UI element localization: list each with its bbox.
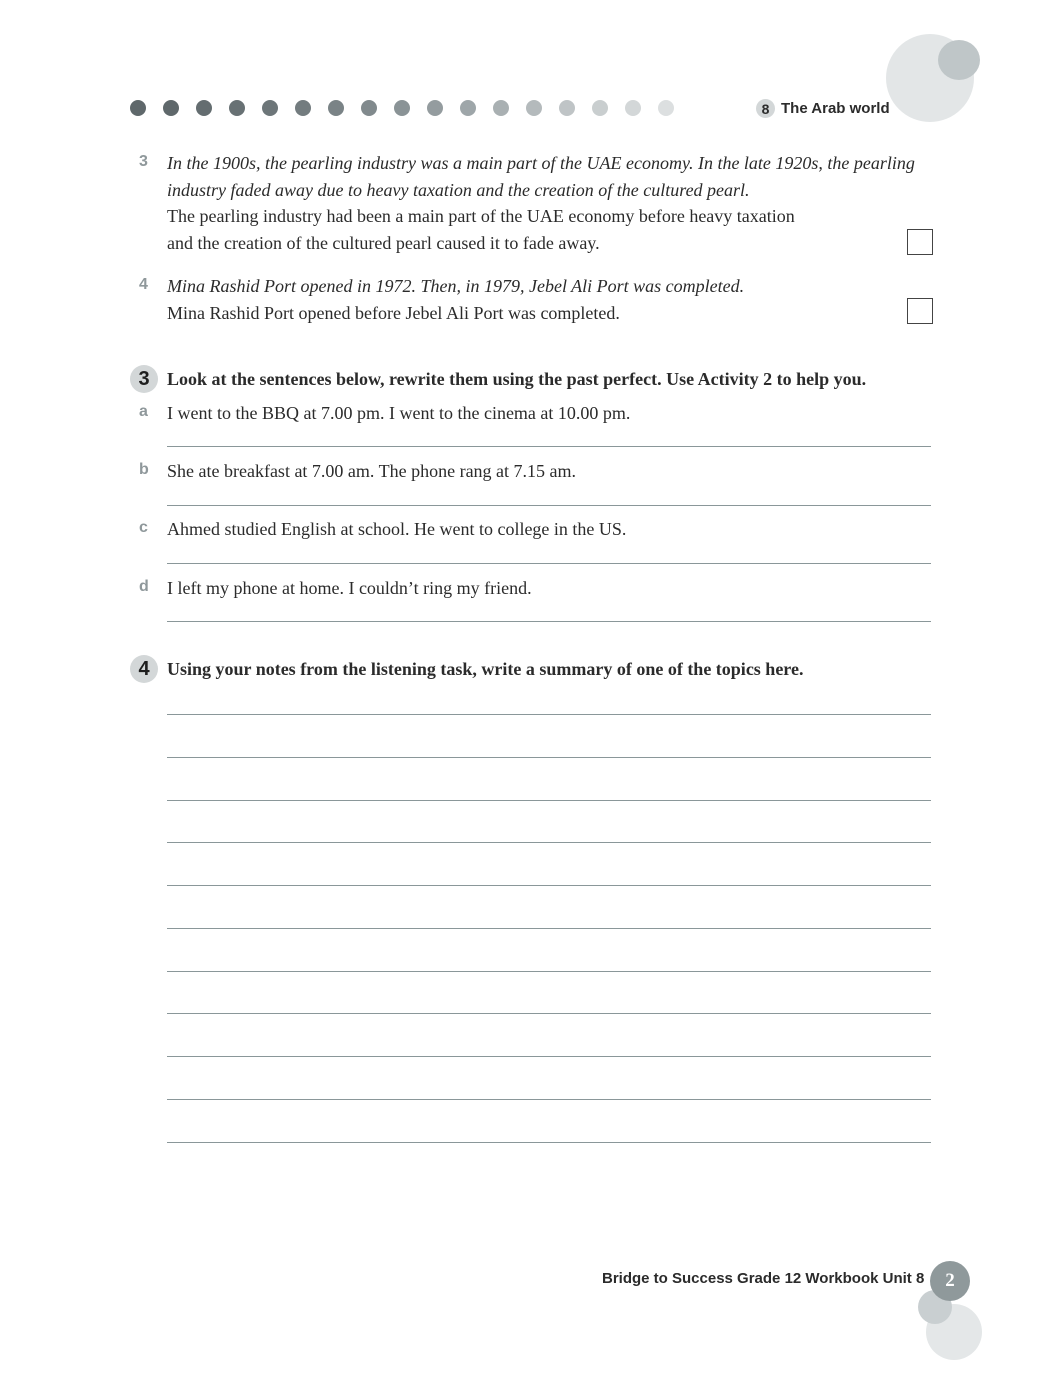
- progress-dot: [361, 100, 377, 116]
- item-letter: d: [139, 578, 149, 595]
- progress-dot: [559, 100, 575, 116]
- page-number: 2: [930, 1261, 970, 1301]
- progress-dot: [262, 100, 278, 116]
- progress-dot: [658, 100, 674, 116]
- answer-line[interactable]: [167, 505, 931, 506]
- activity-instruction: Look at the sentences below, rewrite them using the past perfect. Use Activity 2 to help you.: [167, 369, 867, 389]
- item-letter: c: [139, 519, 148, 536]
- progress-dot: [196, 100, 212, 116]
- activity-number-badge: 4: [130, 655, 158, 683]
- true-false-checkbox[interactable]: [907, 229, 933, 255]
- progress-dot: [328, 100, 344, 116]
- book-title: Bridge to Success Grade 12 Workbook Unit 8: [602, 1270, 925, 1287]
- writing-line[interactable]: [167, 714, 931, 715]
- item-prompt-line: Mina Rashid Port opened in 1972. Then, in 1979, Jebel Ali Port was completed.: [167, 276, 745, 296]
- item-prompt-line: In the 1900s, the pearling industry was a main part of the UAE economy. In the late 1920s, the pearling: [167, 153, 915, 173]
- item-number: 3: [139, 153, 148, 170]
- activity-instruction: Using your notes from the listening task, write a summary of one of the topics here.: [167, 659, 804, 679]
- writing-line[interactable]: [167, 757, 931, 758]
- writing-line[interactable]: [167, 1056, 931, 1057]
- header-dots: [130, 100, 674, 116]
- writing-line[interactable]: [167, 800, 931, 801]
- progress-dot: [295, 100, 311, 116]
- item-prompt-line: industry faded away due to heavy taxation and the creation of the cultured pearl.: [167, 180, 750, 200]
- unit-header: [756, 99, 890, 118]
- progress-dot: [493, 100, 509, 116]
- item-sentence: I went to the BBQ at 7.00 pm. I went to the cinema at 10.00 pm.: [167, 403, 631, 423]
- item-sentence: I left my phone at home. I couldn’t ring my friend.: [167, 578, 532, 598]
- progress-dot: [625, 100, 641, 116]
- answer-line[interactable]: [167, 446, 931, 447]
- progress-dot: [229, 100, 245, 116]
- true-false-checkbox[interactable]: [907, 298, 933, 324]
- item-sentence: Ahmed studied English at school. He went to college in the US.: [167, 519, 627, 539]
- unit-number-badge: 8: [756, 99, 775, 118]
- progress-dot: [130, 100, 146, 116]
- progress-dot: [460, 100, 476, 116]
- progress-dot: [163, 100, 179, 116]
- writing-line[interactable]: [167, 1099, 931, 1100]
- writing-line[interactable]: [167, 1013, 931, 1014]
- writing-line[interactable]: [167, 842, 931, 843]
- item-statement-line: Mina Rashid Port opened before Jebel Ali Port was completed.: [167, 303, 620, 323]
- item-number: 4: [139, 276, 148, 293]
- decorative-circle-small: [938, 40, 980, 80]
- item-letter: b: [139, 461, 149, 478]
- writing-line[interactable]: [167, 1142, 931, 1143]
- answer-line[interactable]: [167, 621, 931, 622]
- progress-dot: [394, 100, 410, 116]
- item-statement-line: and the creation of the cultured pearl caused it to fade away.: [167, 233, 600, 253]
- writing-line[interactable]: [167, 971, 931, 972]
- answer-line[interactable]: [167, 563, 931, 564]
- progress-dot: [427, 100, 443, 116]
- item-statement-line: The pearling industry had been a main part of the UAE economy before heavy taxation: [167, 206, 795, 226]
- item-sentence: She ate breakfast at 7.00 am. The phone rang at 7.15 am.: [167, 461, 577, 481]
- progress-dot: [592, 100, 608, 116]
- progress-dot: [526, 100, 542, 116]
- unit-title: The Arab world: [781, 100, 890, 117]
- writing-line[interactable]: [167, 885, 931, 886]
- item-letter: a: [139, 403, 148, 420]
- activity-number-badge: 3: [130, 365, 158, 393]
- writing-line[interactable]: [167, 928, 931, 929]
